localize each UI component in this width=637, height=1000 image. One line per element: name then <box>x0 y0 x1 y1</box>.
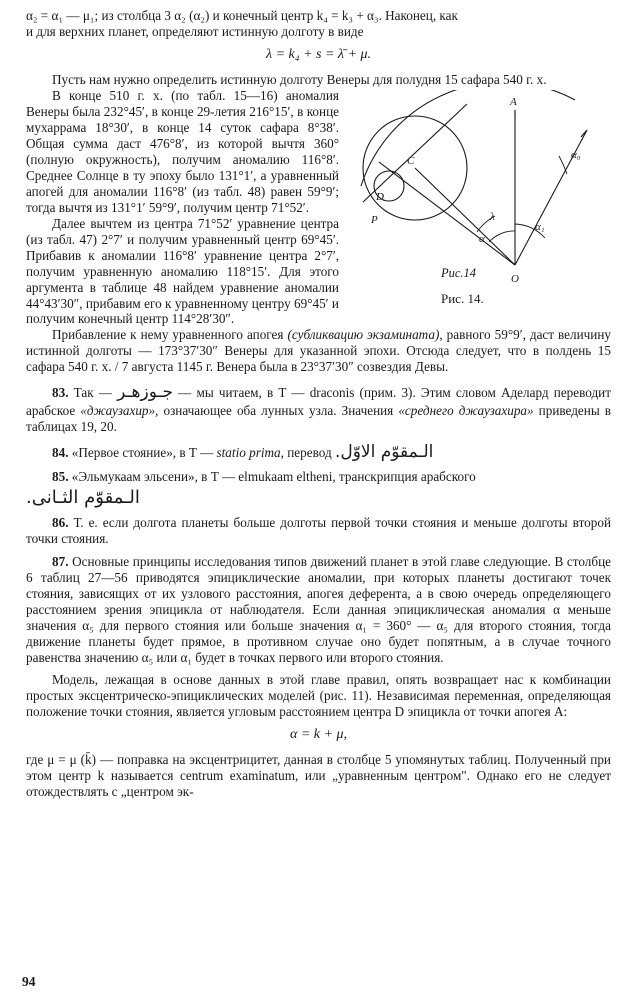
paragraph-1: Пусть нам нужно определить истинную долготу Венеры для полудня 15 сафара 540 г. х. <box>52 71 547 87</box>
top-line-2: и для верхних планет, определяют истинную долготу в виде <box>26 23 364 39</box>
note-87-number: 87. <box>52 554 69 570</box>
note-85 <box>26 469 611 485</box>
paragraph-4-post: , равного 59°9′, даст величину истинной долготы — 173°37′30″ Венеры для указанной эпохи. Отсюда следует, что в полдень 15 сафара 540 г. х. / 7 августа 1145 г. Венера была в 23°37′30″ созвездия Девы. <box>26 327 612 375</box>
figure-label-p: P <box>371 213 378 226</box>
note-85-number: 85. <box>52 469 69 485</box>
figure-label-c: C <box>407 154 415 167</box>
note-83-italic-1: «джаузахир» <box>80 402 156 418</box>
top-paragraph <box>26 8 611 40</box>
note-84 <box>26 442 611 463</box>
note-86-text: Т. е. если долгота планеты больше долготы первой точки стояния и меньше долготы второй точки стояния. <box>26 515 611 547</box>
note-83 <box>26 382 611 435</box>
figure-label-o: O <box>511 272 519 285</box>
paragraph-4-italic: (субликвацию экзамината) <box>287 327 440 343</box>
note-85-pre: «Эльмукаам эльсени», в T — elmukaam eltheni, транскрипция арабского <box>71 469 476 485</box>
note-86 <box>26 515 611 547</box>
tail-k-bar: k̄ <box>85 752 92 767</box>
tail-paragraph-2-pre: где μ = μ ( <box>26 752 86 767</box>
top-line-1: α₂ = α₁ — μ₁; из столбца 3 α₂ (α₂) и конечный центр k₄ = k₃ + α₃. Наконец, как <box>26 8 458 23</box>
note-85-arabic: الـمقوّم الثـانى. <box>26 487 140 509</box>
figure-label-lambda: λ <box>490 210 495 223</box>
note-87-text: Основные принципы исследования типов движений планет в этой главе следующие. В столбце 6 таблиц 27—56 приводятся эпициклические аномалии, при которых планеты достигают точек стояния, зависящих от их узлового расстояния, апогея деферента, а в свою очередь определяющего расстоянием зрения эпицикла от наблюдателя. Если данная эпициклическая аномалия α меньше значения α₅ для первого стояния или больше значения α₁ = 360° — α₅ для второго стояния, тогда движение планеты будет прямое, в противном случае оно будет попятным, а в случае точного равенства значению α₅ или α₁ будет в точках первого или второго стояния. <box>26 554 611 666</box>
note-83-pre: Так — <box>73 385 118 401</box>
note-83-italic-2: «среднего джаузахира» <box>398 402 534 418</box>
figure-label-d: D <box>376 190 384 203</box>
paragraph-4-pre: Прибавление к нему уравненного апогея <box>52 327 288 343</box>
paragraph-2: В конце 510 г. х. (по табл. 15—16) аномалия Венеры была 232°45′, в конце 29-летия 216°15′, в конце мухаррама 18°30′, в конце 14 суток сафара 8°38′. Общая сумма даст 476°8′, из которой вычтя 360° (полную окружность), получим аномалию 116°8′. Среднее Солнце в ту эпоху было 131°1′, а уравненный апогей для аномалии 116°8′ (из табл. 48) равен 59°9′; тогда вычтя из 131°1′ 59°9′, получим центр 71°52′. <box>26 87 339 215</box>
tail-paragraph-1: Модель, лежащая в основе данных в этой главе правил, опять возвращает нас к комбинации простых эксцентрическо-эпициклических моделей (рис. 11). Независимая переменная, определяющая положение точки стояния, является угловым расстоянием центра D эпицикла от точки апогея A: <box>26 672 611 720</box>
figure-label-alpha-1: α₁ <box>535 220 545 233</box>
paragraph-3: Далее вычтем из центра 71°52′ уравнение центра (из табл. 47) 2°7′ и получим уравненный центр 69°45′. Прибавив к аномалии 116°8′ уравнение центра 2°7′, получим уравненную аномалию 118°15′. Для этого аргумента в таблице 48 найдем уравнение аномалии 44°43′30″, прибавим его к уравненному центру 69°45′ и получим конечный центр 114°28′30″. <box>26 215 339 327</box>
formula-alpha: α = k + μ, <box>290 727 347 742</box>
note-87 <box>26 554 611 666</box>
note-83-arabic: جـوزهـر <box>117 382 173 403</box>
note-84-italic: statio prima <box>216 444 281 460</box>
figure-hand-label: Рис.14 <box>441 265 477 280</box>
note-83-tail: приведены в таблицах 19, 20. <box>26 402 611 434</box>
formula-lambda: λ = k₄ + s = λ̄ + μ. <box>266 46 371 62</box>
note-84-pre: «Первое стояние», в T — <box>71 444 217 460</box>
paragraph-4 <box>26 327 611 375</box>
note-84-number: 84. <box>52 444 69 460</box>
page-number: 94 <box>22 974 36 989</box>
note-84-arabic: الـمقوّم الاوّل. <box>334 441 434 462</box>
figure-label-a: A <box>510 95 517 108</box>
note-83-number: 83. <box>52 385 69 401</box>
note-84-post: , перевод <box>280 444 335 460</box>
note-86-number: 86. <box>52 515 69 531</box>
figure-label-alpha-0: α₀ <box>571 148 581 161</box>
note-83-post: — мы читаем, в T — draconis (прим. 3). Этим словом Аделард переводит арабское <box>26 385 612 418</box>
tail-paragraph-2 <box>26 752 611 800</box>
figure-caption: Рис. 14. <box>441 290 484 306</box>
figure-14 <box>349 90 611 305</box>
tail-paragraph-2-post: ) — поправка на эксцентрицитет, данная в столбце 5 упомянутых таблиц. Полученный при этом центр k называется centrum examinatum, или „уравненным центром". Однако его не следует отождествлять с „центром эк- <box>26 752 611 799</box>
figure-label-alpha: α <box>479 232 485 245</box>
figure-14-drawing <box>349 90 611 290</box>
note-83-mid: , означающее оба лунных узла. Значения <box>155 402 399 418</box>
